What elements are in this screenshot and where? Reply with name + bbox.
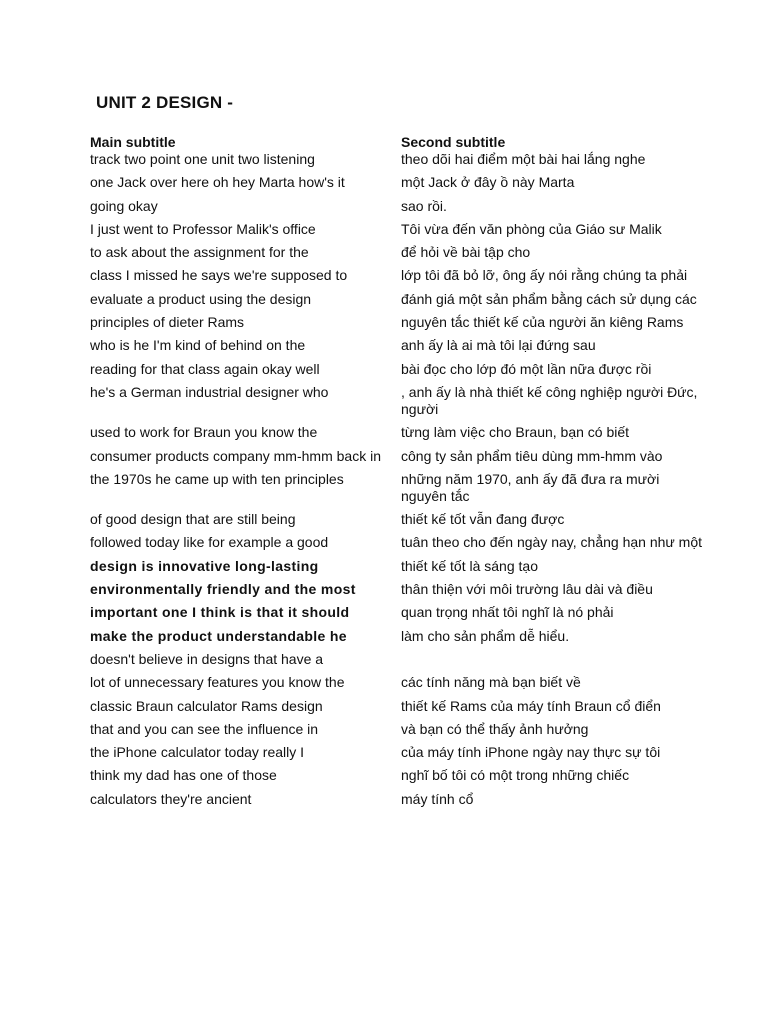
second-subtitle-line: thiết kế Rams của máy tính Braun cổ điển	[401, 697, 661, 714]
main-subtitle-line: design is innovative long-lasting	[90, 557, 319, 574]
subtitle-row	[90, 767, 710, 784]
second-subtitle-line: , anh ấy là nhà thiết kế công nghiệp người Đức, người	[401, 383, 698, 417]
main-subtitle-line: evaluate a product using the design	[90, 290, 312, 307]
subtitle-row	[90, 291, 710, 308]
page-title: UNIT 2 DESIGN -	[96, 93, 234, 112]
main-subtitle-line: lot of unnecessary features you know the	[90, 674, 345, 691]
main-subtitle-line: that and you can see the influence in	[90, 720, 319, 737]
main-subtitle-line: I just went to Professor Malik's office	[90, 220, 316, 237]
subtitle-row	[90, 424, 710, 441]
second-subtitle-line	[401, 651, 708, 668]
subtitle-row	[90, 581, 710, 598]
second-subtitle-line: tuân theo cho đến ngày nay, chẳng hạn như một	[401, 534, 702, 551]
second-subtitle-header: Second subtitle	[401, 134, 506, 150]
subtitle-row	[90, 314, 710, 331]
second-subtitle-line: những năm 1970, anh ấy đã đưa ra mười nguyên tắc	[401, 470, 660, 504]
subtitle-row	[90, 534, 710, 551]
second-subtitle-line: Tôi vừa đến văn phòng của Giáo sư Malik	[401, 220, 662, 237]
subtitle-row	[90, 471, 710, 505]
main-subtitle-line: track two point one unit two listening	[90, 151, 315, 167]
subtitle-row	[90, 674, 710, 691]
second-subtitle-line: thiết kế tốt vẫn đang được	[401, 511, 565, 528]
subtitle-row	[90, 651, 710, 668]
main-subtitle-line: the 1970s he came up with ten principles	[90, 470, 344, 487]
main-subtitle-line: used to work for Braun you know the	[90, 424, 318, 441]
subtitle-row	[90, 151, 710, 168]
second-subtitle-line: đánh giá một sản phẩm bằng cách sử dụng các	[401, 290, 697, 307]
main-subtitle-header: Main subtitle	[90, 134, 176, 150]
subtitle-row	[90, 448, 710, 465]
subtitle-row	[90, 744, 710, 761]
subtitle-row	[90, 698, 710, 715]
second-subtitle-line: sao rồi.	[401, 197, 447, 214]
subtitle-row	[90, 384, 710, 418]
subtitle-table	[90, 134, 710, 814]
main-subtitle-line: principles of dieter Rams	[90, 314, 245, 331]
main-subtitle-line: important one I think is that it should	[90, 604, 350, 621]
subtitle-row	[90, 628, 710, 645]
second-subtitle-line: bài đọc cho lớp đó một lần nữa được rồi	[401, 360, 652, 377]
main-subtitle-line: to ask about the assignment for the	[90, 244, 309, 261]
subtitle-rows	[90, 151, 710, 808]
main-subtitle-line: the iPhone calculator today really I	[90, 744, 305, 761]
subtitle-row	[90, 361, 710, 378]
subtitle-row	[90, 198, 710, 215]
subtitle-row	[90, 791, 710, 808]
main-subtitle-line: followed today like for example a good	[90, 534, 329, 551]
main-subtitle-line: reading for that class again okay well	[90, 360, 320, 377]
subtitle-row	[90, 721, 710, 738]
second-subtitle-line: theo dõi hai điểm một bài hai lắng nghe	[401, 151, 646, 167]
column-headers	[90, 134, 710, 151]
main-subtitle-line: class I missed he says we're supposed to	[90, 267, 348, 284]
second-subtitle-line: các tính năng mà bạn biết về	[401, 674, 581, 691]
second-subtitle-line: và bạn có thể thấy ảnh hưởng	[401, 720, 589, 737]
main-subtitle-line: think my dad has one of those	[90, 767, 277, 784]
main-subtitle-line: calculators they're ancient	[90, 790, 252, 807]
main-subtitle-line: who is he I'm kind of behind on the	[90, 337, 306, 354]
second-subtitle-line: để hỏi về bài tập cho	[401, 244, 531, 261]
main-subtitle-line: of good design that are still being	[90, 511, 296, 528]
subtitle-row	[90, 174, 710, 191]
second-subtitle-line: quan trọng nhất tôi nghĩ là nó phải	[401, 604, 614, 621]
main-subtitle-line: make the product understandable he	[90, 627, 347, 644]
main-subtitle-line: doesn't believe in designs that have a	[90, 650, 324, 667]
second-subtitle-line: của máy tính iPhone ngày nay thực sự tôi	[401, 744, 661, 761]
second-subtitle-line: máy tính cổ	[401, 790, 474, 807]
subtitle-row	[90, 511, 710, 528]
subtitle-row	[90, 267, 710, 284]
main-subtitle-line: environmentally friendly and the most	[90, 581, 356, 598]
main-subtitle-line: classic Braun calculator Rams design	[90, 697, 323, 714]
subtitle-row	[90, 221, 710, 238]
subtitle-row	[90, 558, 710, 575]
subtitle-row	[90, 337, 710, 354]
second-subtitle-line: nguyên tắc thiết kế của người ăn kiêng Rams	[401, 314, 684, 331]
second-subtitle-line: làm cho sản phẩm dễ hiểu.	[401, 627, 570, 644]
subtitle-row	[90, 244, 710, 261]
subtitle-row	[90, 604, 710, 621]
second-subtitle-line: một Jack ở đây ồ này Marta	[401, 174, 575, 191]
main-subtitle-line: one Jack over here oh hey Marta how's it	[90, 174, 345, 191]
second-subtitle-line: anh ấy là ai mà tôi lại đứng sau	[401, 337, 596, 354]
second-subtitle-line: công ty sản phẩm tiêu dùng mm-hmm vào	[401, 447, 663, 464]
second-subtitle-line: nghĩ bố tôi có một trong những chiếc	[401, 767, 630, 784]
second-subtitle-line: lớp tôi đã bỏ lỡ, ông ấy nói rằng chúng ta phải	[401, 267, 688, 284]
main-subtitle-line: going okay	[90, 197, 158, 214]
second-subtitle-line: từng làm việc cho Braun, bạn có biết	[401, 424, 630, 441]
second-subtitle-line: thân thiện với môi trường lâu dài và điều	[401, 581, 653, 598]
main-subtitle-line: consumer products company mm-hmm back in	[90, 447, 381, 464]
second-subtitle-line: thiết kế tốt là sáng tạo	[401, 557, 538, 574]
main-subtitle-line: he's a German industrial designer who	[90, 383, 329, 400]
